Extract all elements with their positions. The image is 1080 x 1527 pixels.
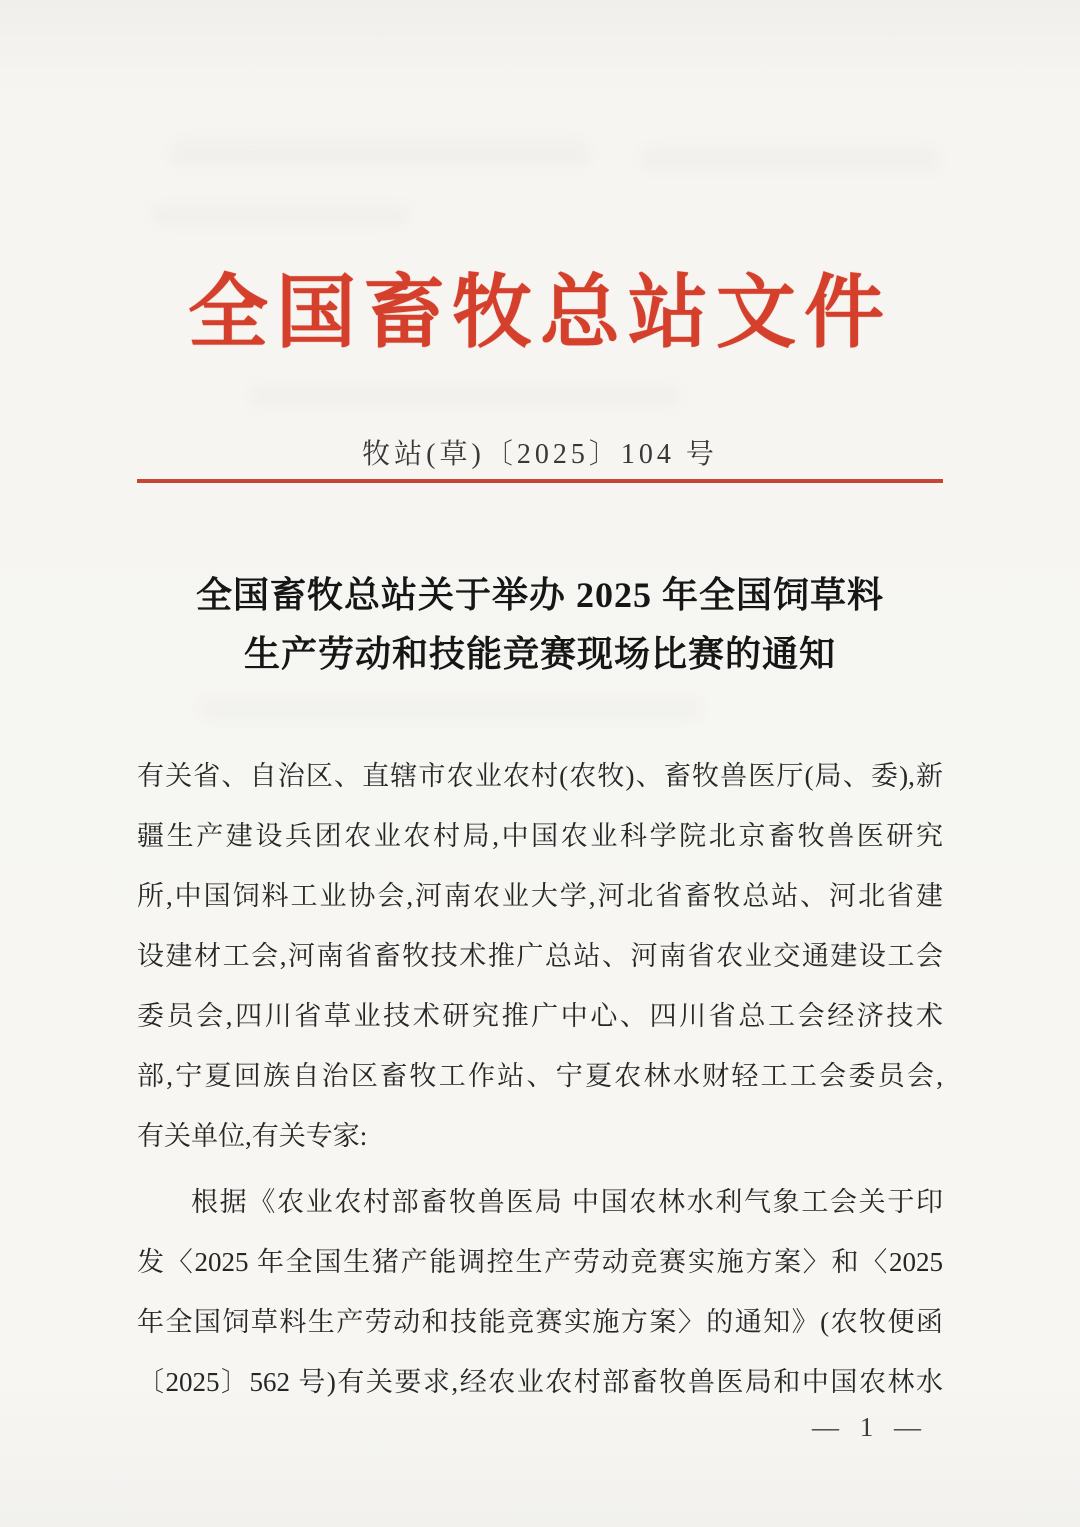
notice-title-line-1: 全国畜牧总站关于举办 2025 年全国饲草料 [195,575,884,615]
body-line: 有关单位,有关专家: [137,1121,368,1151]
document-number: 牧站(草)〔2025〕104 号 [362,439,718,470]
red-separator-rule [137,479,943,483]
scan-artifact [250,385,680,407]
document-body [137,746,943,1412]
agency-header-title: 全国畜牧总站文件 [188,270,892,358]
body-line: 年全国饲草料生产劳动和技能竞赛实施方案〉的通知》(农牧便函 [137,1307,943,1337]
body-line: 〔2025〕562 号)有关要求,经农业农村部畜牧兽医局和中国农林水 [137,1367,943,1397]
body-line: 发〈2025 年全国生猪产能调控生产劳动竞赛实施方案〉和〈2025 [137,1247,943,1277]
scan-artifact [150,205,410,225]
basis-paragraph [137,1172,943,1412]
notice-title [110,566,970,684]
body-line: 疆生产建设兵团农业农村局,中国农业科学院北京畜牧兽医研究 [137,821,943,851]
body-line: 有关省、自治区、直辖市农业农村(农牧)、畜牧兽医厅(局、委),新 [137,761,943,791]
scan-artifact [170,140,590,166]
addressee-paragraph [137,746,943,1166]
body-line: 部,宁夏回族自治区畜牧工作站、宁夏农林水财轻工工会委员会, [137,1061,943,1091]
body-line: 根据《农业农村部畜牧兽医局 中国农林水利气象工会关于印 [191,1187,943,1217]
body-line: 委员会,四川省草业技术研究推广中心、四川省总工会经济技术 [137,1001,943,1031]
page-number: — 1 — [812,1412,928,1442]
body-line: 所,中国饲料工业协会,河南农业大学,河北省畜牧总站、河北省建 [137,881,943,911]
notice-title-line-2: 生产劳动和技能竞赛现场比赛的通知 [243,634,836,674]
scan-artifact [640,148,940,170]
body-line: 设建材工会,河南省畜牧技术推广总站、河南省农业交通建设工会 [137,941,943,971]
scan-artifact [200,700,700,718]
